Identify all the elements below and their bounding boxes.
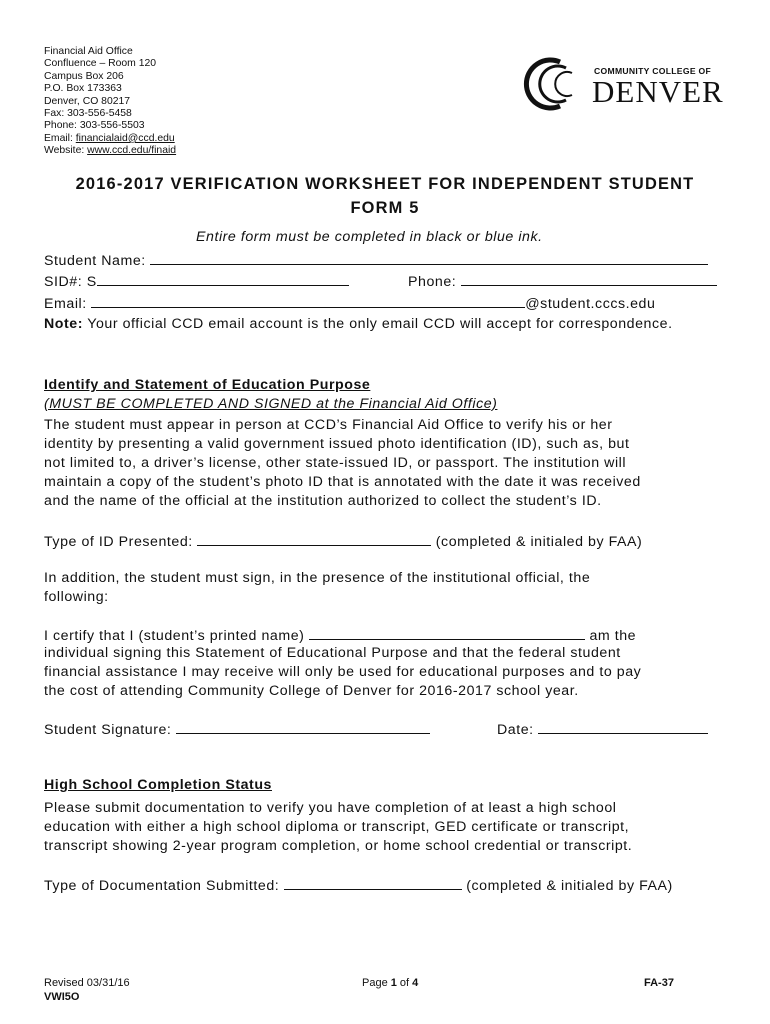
phone-label: Phone: <box>408 274 457 290</box>
sid-row <box>44 272 349 290</box>
phone-row <box>408 272 717 290</box>
doc-type-row <box>44 876 673 894</box>
office-line: Fax: 303-556-5458 <box>44 108 132 120</box>
logo-mark-icon <box>516 56 592 112</box>
doc-type-label: Type of Documentation Submitted: <box>44 878 280 894</box>
highschool-para-line: Please submit documentation to verify you have completion of at least a high school <box>44 800 617 816</box>
certify-row <box>44 626 636 644</box>
college-logo <box>516 56 724 112</box>
signature-label: Student Signature: <box>44 722 172 738</box>
note-label: Note: <box>44 316 84 332</box>
office-address-block <box>44 46 176 158</box>
signature-field[interactable] <box>176 720 430 734</box>
sign-intro-line: In addition, the student must sign, in the presence of the institutional official, the <box>44 570 591 586</box>
certify-line: financial assistance I may receive will only be used for educational purposes and to pay <box>44 664 642 680</box>
office-line: Campus Box 206 <box>44 70 124 82</box>
highschool-para-line: transcript showing 2-year program completion, or home school credential or transcript. <box>44 838 633 854</box>
id-type-field[interactable] <box>197 532 431 546</box>
id-type-note: (completed & initialed by FAA) <box>435 534 643 550</box>
note-text: Your official CCD email account is the only email CCD will accept for correspondence. <box>83 316 673 332</box>
id-type-row <box>44 532 642 550</box>
date-row <box>497 720 708 738</box>
email-suffix: @student.cccs.edu <box>525 296 656 312</box>
note-row <box>44 316 673 332</box>
title-line2: FORM 5 <box>350 199 420 217</box>
office-line: Phone: 303-556-5503 <box>44 120 145 132</box>
printed-name-field[interactable] <box>309 626 585 640</box>
id-type-label: Type of ID Presented: <box>44 534 193 550</box>
student-name-field[interactable] <box>150 251 708 265</box>
page-prefix: Page <box>362 977 391 989</box>
identity-para-line: identity by presenting a valid government issued photo identification (ID), such as, but <box>44 436 630 452</box>
certify-start: I certify that I (student’s printed name) <box>44 628 305 644</box>
email-label: Email: <box>44 132 76 144</box>
highschool-heading: High School Completion Status <box>44 777 272 793</box>
email-label: Email: <box>44 296 87 312</box>
sign-intro-line: following: <box>44 589 109 605</box>
student-name-label: Student Name: <box>44 253 146 269</box>
office-line: P.O. Box 173363 <box>44 83 122 95</box>
office-email-line <box>44 133 176 145</box>
footer-code: VWI5O <box>44 991 80 1003</box>
page-num: 1 <box>390 977 397 989</box>
office-website-link[interactable]: www.ccd.edu/finaid <box>87 145 177 157</box>
email-field[interactable] <box>91 294 525 308</box>
identity-heading: Identify and Statement of Education Purpose <box>44 377 371 393</box>
identity-para-line: maintain a copy of the student’s photo ID that is annotated with the date it was received <box>44 474 641 490</box>
page-of: of <box>396 977 413 989</box>
logo-text-line1: COMMUNITY COLLEGE OF <box>594 66 712 76</box>
identity-para-line: The student must appear in person at CCD’s Financial Aid Office to verify his or her <box>44 417 613 433</box>
sid-field[interactable] <box>97 272 349 286</box>
sid-label: SID#: S <box>44 274 97 290</box>
office-line: Financial Aid Office <box>44 46 133 57</box>
office-website-line <box>44 145 176 157</box>
page-total: 4 <box>412 977 419 989</box>
certify-line: the cost of attending Community College of Denver for 2016-2017 school year. <box>44 683 579 699</box>
office-line: Denver, CO 80217 <box>44 95 131 107</box>
certify-line: individual signing this Statement of Educational Purpose and that the federal student <box>44 645 621 661</box>
phone-field[interactable] <box>461 272 717 286</box>
student-name-row <box>44 251 708 269</box>
office-email-link[interactable]: financialaid@ccd.edu <box>75 132 175 144</box>
email-row <box>44 294 655 312</box>
highschool-para-line: education with either a high school diploma or transcript, GED certificate or transcript, <box>44 819 630 835</box>
footer-page-number <box>362 977 418 989</box>
doc-type-note: (completed & initialed by FAA) <box>466 878 673 894</box>
footer-form-id: FA-37 <box>644 977 674 989</box>
signature-row <box>44 720 430 738</box>
title-line1: 2016-2017 VERIFICATION WORKSHEET FOR INDEPENDENT STUDENT <box>75 175 695 193</box>
doc-type-field[interactable] <box>284 876 462 890</box>
logo-text-denver: DENVER <box>592 74 724 109</box>
page-title <box>30 172 740 220</box>
footer-revised: Revised 03/31/16 <box>44 977 130 989</box>
website-label: Website: <box>44 145 88 157</box>
instructions: Entire form must be completed in black or blue ink. <box>196 229 543 245</box>
identity-subheading: (MUST BE COMPLETED AND SIGNED at the Financial Aid Office) <box>44 396 498 412</box>
date-label: Date: <box>497 722 534 738</box>
certify-end: am the <box>589 628 637 644</box>
identity-para-line: and the name of the official at the institution authorized to collect the student’s ID. <box>44 493 602 509</box>
office-line: Confluence – Room 120 <box>44 58 157 70</box>
date-field[interactable] <box>538 720 708 734</box>
identity-para-line: not limited to, a driver’s license, other state-issued ID, or passport. The institution will <box>44 455 627 471</box>
